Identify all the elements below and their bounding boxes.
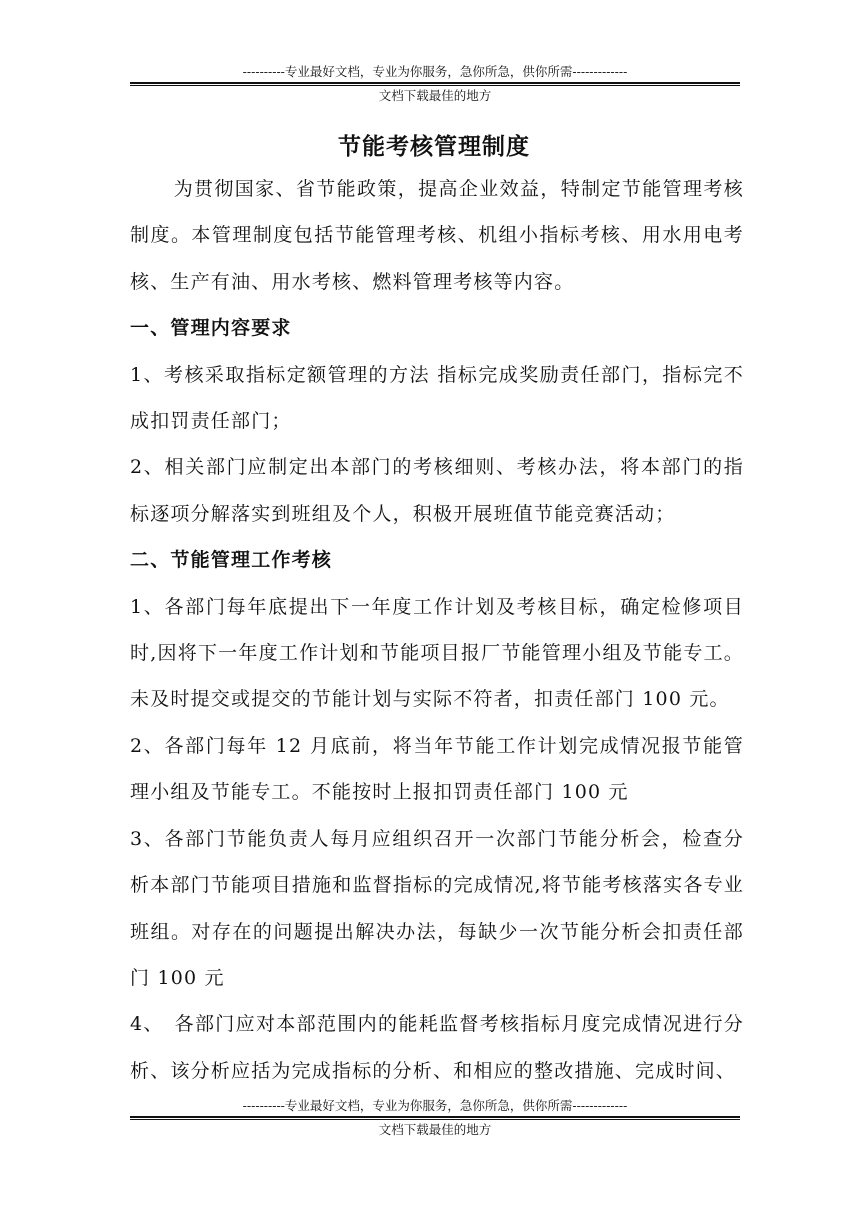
footer-subtitle: 文档下载最佳的地方 — [378, 1122, 492, 1137]
section-heading: 二、节能管理工作考核 — [130, 549, 333, 572]
header-rule-thick — [130, 82, 740, 84]
footer-slogan: ----------专业最好文档，专业为你服务，急你所急，供你所需------------- — [242, 1098, 628, 1113]
section-item: 2、相关部门应制定出本部门的考核细则、考核办法，将本部门的指标逐项分解落实到班组及个人，积极开展班值节能竞赛活动； — [130, 456, 744, 525]
section-item: 1、各部门每年底提出下一年度工作计划及考核目标，确定检修项目时,因将下一年度工作计划和节能项目报厂节能管理小组及节能专工。未及时提交或提交的节能计划与实际不符者，扣责任部门 100 元。 — [130, 595, 744, 711]
intro-paragraph: 为贯彻国家、省节能政策，提高企业效益，特制定节能管理考核制度。本管理制度包括节能管理考核、机组小指标考核、用水用电考核、生产有油、用水考核、燃料管理考核等内容。 — [130, 178, 744, 293]
document-title: 节能考核管理制度 — [338, 134, 530, 160]
header-subtitle: 文档下载最佳的地方 — [378, 88, 492, 103]
section-item: 1、考核采取指标定额管理的方法 指标完成奖励责任部门，指标完不成扣罚责任部门； — [130, 363, 744, 433]
document-body — [130, 166, 744, 1094]
header-slogan: ----------专业最好文档，专业为你服务，急你所急，供你所需------------- — [242, 64, 628, 79]
section-heading: 一、管理内容要求 — [130, 317, 292, 340]
footer-rule-thin — [130, 1119, 740, 1120]
header-rule-thin — [130, 85, 740, 86]
section-item: 2、各部门每年 12 月底前，将当年节能工作计划完成情况报节能管理小组及节能专工。不能按时上报扣罚责任部门 100 元 — [130, 734, 744, 804]
page-header — [130, 64, 740, 103]
footer-rule-thick — [130, 1116, 740, 1118]
section-item: 4、 各部门应对本部范围内的能耗监督考核指标月度完成情况进行分析、该分析应括为完成指标的分析、和相应的整改措施、完成时间、 — [130, 1013, 744, 1082]
page-footer — [130, 1098, 740, 1137]
section-item: 3、各部门节能负责人每月应组织召开一次部门节能分析会，检查分析本部门节能项目措施和监督指标的完成情况,将节能考核落实各专业班组。对存在的问题提出解决办法，每缺少一次节能分析会扣责任部门 100 元 — [130, 827, 744, 989]
